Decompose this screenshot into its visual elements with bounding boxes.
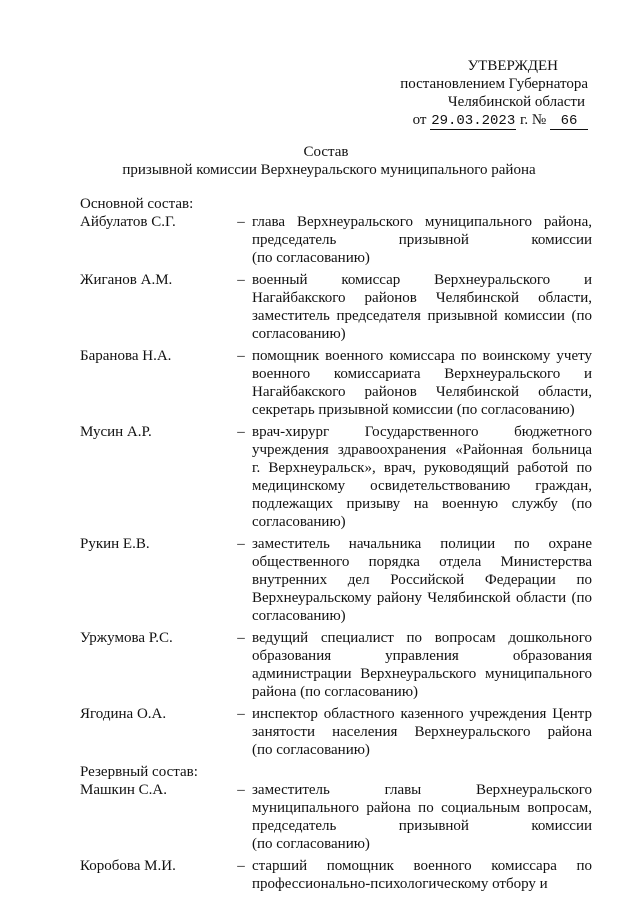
member-role-line: муниципального района по социальным вопросам, <box>252 800 592 816</box>
member-role-line: военного комиссариата Верхнеуральского и <box>252 366 592 382</box>
member-role <box>252 535 592 625</box>
heading-line-2: призывной комиссии Верхнеуральского муниципального района <box>122 162 536 178</box>
approval-stamp <box>328 57 588 130</box>
member-role-line: секретарь призывной комиссии (по согласованию) <box>252 402 575 418</box>
member-name: Ягодина О.А. <box>80 706 167 722</box>
member-role-line: г. Верхнеуральск», врач, руководящий работой по <box>252 460 592 476</box>
member-name: Рукин Е.В. <box>80 536 150 552</box>
member-role-line: председатель призывной комиссии <box>252 818 592 834</box>
member-role <box>252 347 592 419</box>
member-role-line: профессионально-психологическому отбору и <box>252 876 548 892</box>
member-role-line: инспектор областного казенного учреждения Центр <box>252 706 592 722</box>
member-role-line: заместитель начальника полиции по охране <box>252 536 592 552</box>
member-role-line: согласованию) <box>252 326 346 342</box>
member-row <box>80 705 592 759</box>
member-role-line: старший помощник военного комиссара по <box>252 858 592 874</box>
member-role-line: внутренних дел Российской Федерации по <box>252 572 592 588</box>
member-name: Машкин С.А. <box>80 782 167 798</box>
member-dash: – <box>237 424 245 440</box>
member-role <box>252 705 592 759</box>
number-prefix: г. № <box>519 112 547 128</box>
member-role-line: занятости населения Верхнеуральского района <box>252 724 592 740</box>
member-role-line: заместитель председателя призывной комиссии (по <box>252 308 592 324</box>
member-role-line: образования управления образования <box>252 648 592 664</box>
member-name: Айбулатов С.Г. <box>80 214 176 230</box>
commission-list <box>80 195 592 897</box>
approval-decree: постановлением Губернатора <box>400 76 588 92</box>
approval-date: 29.03.2023 <box>431 113 516 129</box>
member-row <box>80 535 592 625</box>
member-row <box>80 781 592 853</box>
member-role-line: общественного порядка отдела Министерства <box>252 554 592 570</box>
member-role-line: помощник военного комиссара по воинскому учету <box>252 348 592 364</box>
main-members <box>80 213 592 763</box>
member-name: Коробова М.И. <box>80 858 176 874</box>
member-role-line: (по согласованию) <box>252 250 370 266</box>
approval-number: 66 <box>550 114 588 130</box>
member-row <box>80 271 592 343</box>
member-name: Уржумова Р.С. <box>80 630 173 646</box>
member-dash: – <box>237 706 245 722</box>
member-dash: – <box>237 536 245 552</box>
approval-title: УТВЕРЖДЕН <box>467 58 558 74</box>
reserve-section-title: Резервный состав: <box>80 764 198 780</box>
member-role-line: Нагайбакского районов Челябинской области, <box>252 384 592 400</box>
member-role-line: учреждения здравоохранения «Районная больница <box>252 442 592 458</box>
member-role <box>252 423 592 531</box>
member-role-line: согласованию) <box>252 608 346 624</box>
approval-region: Челябинской области <box>447 94 585 110</box>
approval-date-line <box>328 111 588 130</box>
member-role <box>252 629 592 701</box>
member-row <box>80 857 592 893</box>
member-gap <box>80 893 592 897</box>
member-role-line: врач-хирург Государственного бюджетного <box>252 424 592 440</box>
date-prefix: от <box>412 112 427 128</box>
member-role-line: военный комиссар Верхнеуральского и <box>252 272 592 288</box>
member-dash: – <box>237 630 245 646</box>
member-role-line: администрации Верхнеуральского муниципального <box>252 666 592 682</box>
member-role-line: ведущий специалист по вопросам дошкольного <box>252 630 592 646</box>
member-role <box>252 781 592 853</box>
member-role-line: района (по согласованию) <box>252 684 419 700</box>
member-role-line: (по согласованию) <box>252 742 370 758</box>
member-role-line: медицинскому освидетельствованию граждан, <box>252 478 592 494</box>
member-dash: – <box>237 214 245 230</box>
member-row <box>80 347 592 419</box>
main-section-title: Основной состав: <box>80 196 194 212</box>
member-row <box>80 213 592 267</box>
member-row <box>80 629 592 701</box>
member-role <box>252 857 592 893</box>
member-name: Жиганов А.М. <box>80 272 173 288</box>
member-role <box>252 271 592 343</box>
member-dash: – <box>237 858 245 874</box>
member-role-line: Нагайбакского районов Челябинской области, <box>252 290 592 306</box>
reserve-members <box>80 781 592 897</box>
member-role-line: заместитель главы Верхнеуральского <box>252 782 592 798</box>
member-role-line: согласованию) <box>252 514 346 530</box>
member-name: Баранова Н.А. <box>80 348 172 364</box>
member-dash: – <box>237 348 245 364</box>
member-row <box>80 423 592 531</box>
member-role-line: глава Верхнеуральского муниципального района, <box>252 214 592 230</box>
member-role-line: Верхнеуральскому району Челябинской области (по <box>252 590 592 606</box>
member-role-line: подлежащих призыву на военную службу (по <box>252 496 592 512</box>
member-role <box>252 213 592 267</box>
member-role-line: председатель призывной комиссии <box>252 232 592 248</box>
member-dash: – <box>237 272 245 288</box>
member-name: Мусин А.Р. <box>80 424 152 440</box>
document-heading <box>0 143 640 179</box>
heading-line-1: Состав <box>303 144 349 160</box>
member-role-line: (по согласованию) <box>252 836 370 852</box>
member-dash: – <box>237 782 245 798</box>
